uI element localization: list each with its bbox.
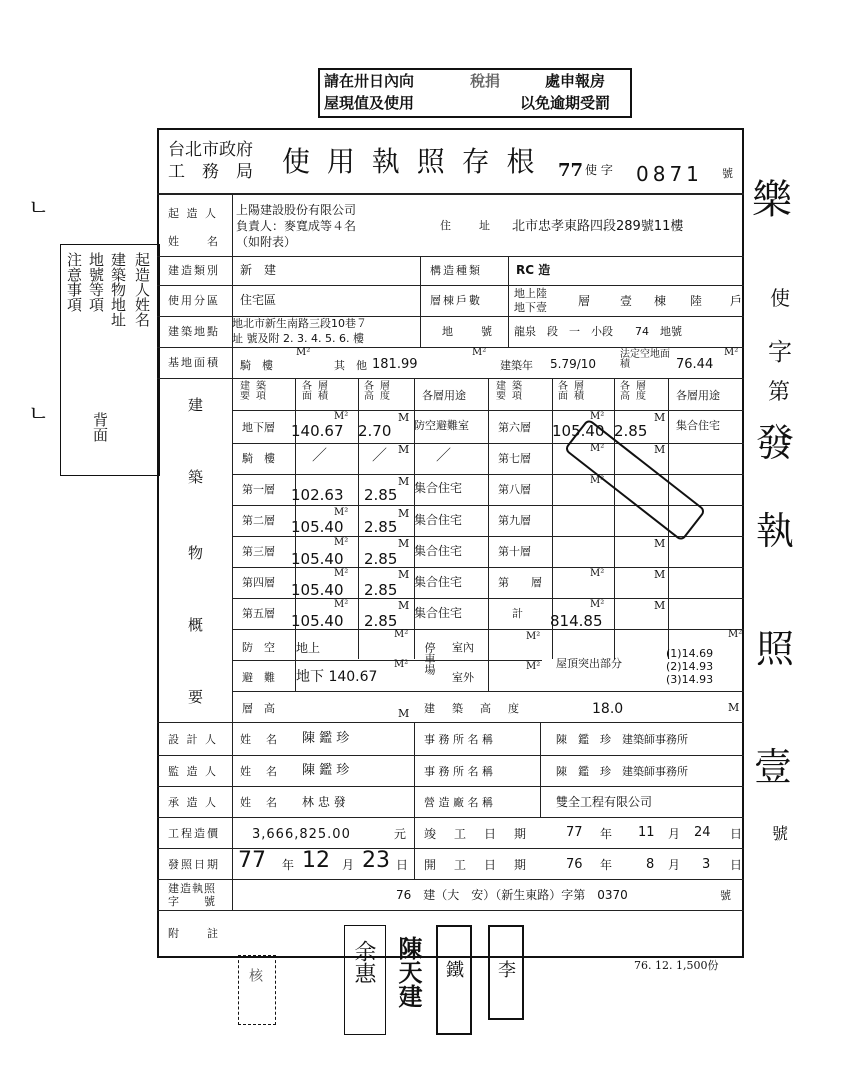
cost-unit: 元 <box>394 827 407 841</box>
floor-name: 第三層 <box>242 545 275 558</box>
floor-area: 140.67 <box>291 422 344 440</box>
designer-office: 陳 鑑 珍 建築師事務所 <box>556 733 688 746</box>
unit-m: M <box>398 568 410 581</box>
parking-label: 停車場 <box>423 642 436 675</box>
col-use-right: 各層用途 <box>676 389 720 402</box>
permit-value: 76 建（大 安）（新生東路）字第 0370 <box>396 888 628 902</box>
floor-height: 2.85 <box>364 581 398 599</box>
contractor-name-label: 姓 名 <box>240 796 279 809</box>
left-note-col4: 注意事項 <box>65 252 83 312</box>
unit-m2: M² <box>334 599 349 610</box>
applicant-address: 北市忠孝東路四段289號11樓 <box>512 219 684 234</box>
notice-line1b: 處申報房 <box>545 72 606 90</box>
site-area-m: M² <box>296 347 311 358</box>
arcade-label: 騎 樓 <box>240 359 273 372</box>
parking-inside: 室內 <box>452 641 474 654</box>
floor-height: 2.85 <box>364 550 398 568</box>
parking-outside: 室外 <box>452 671 474 684</box>
cost-label: 工程造價 <box>168 827 220 840</box>
roof-label: 屋頂突出部分 <box>556 657 622 670</box>
print-info: 76. 12. 1,500份 <box>634 959 719 972</box>
structure-label: 構造種類 <box>430 264 482 277</box>
issue-year: 77 <box>238 848 266 873</box>
lot-label: 地 號 <box>442 325 494 338</box>
applicant-line3: （如附表） <box>236 235 297 249</box>
evac-label: 避 難 <box>242 671 275 684</box>
permit-label1: 建造執照 <box>168 882 216 895</box>
floor-use: ／ <box>436 446 452 464</box>
done-month-unit: 月 <box>668 827 681 841</box>
unit-m2: M² <box>590 443 605 454</box>
col-height-right: 各層高度 <box>620 381 652 402</box>
seal-stamp-3 <box>436 925 472 1035</box>
legal-label: 法定空地面積 <box>620 349 670 370</box>
header-year: 77 <box>558 160 584 181</box>
permit-label2: 字 號 <box>168 895 216 908</box>
supervisor-name-label: 姓 名 <box>240 765 279 778</box>
stamp-text-5: 余惠 <box>351 940 376 984</box>
done-month: 11 <box>638 825 655 840</box>
margin-c3: 字 <box>768 338 792 366</box>
notice-line2b: 以免逾期受罰 <box>520 94 611 112</box>
applicant-label: 起 造 人 <box>168 207 218 220</box>
edge-mark: ㄴ <box>28 196 50 221</box>
lot-value: 龍泉 段 一 小段 74 地號 <box>514 325 682 338</box>
bld-height-m: M <box>728 701 740 714</box>
applicant-line2: 負責人：麥寬成等４名 <box>236 219 357 233</box>
unit-m2: M² <box>334 411 349 422</box>
seal-stamp-1 <box>238 955 276 1025</box>
designer-name-label: 姓 名 <box>240 733 279 746</box>
header-bureau: 工 務 局 <box>168 162 253 182</box>
floor-area: 105.40 <box>291 581 344 599</box>
floor-name: 第九層 <box>498 514 531 527</box>
floor-name: 第一層 <box>242 483 275 496</box>
issue-label: 發照日期 <box>168 858 220 871</box>
unit-m2: M² <box>590 411 605 422</box>
defense-label: 防 空 <box>242 641 275 654</box>
contractor-office-label: 營 造 廠 名 稱 <box>424 796 493 809</box>
unit-m2: M² <box>590 475 605 486</box>
floor-area: 105.40 <box>291 612 344 630</box>
applicant-line1: 上陽建設股份有限公司 <box>236 203 357 217</box>
applicant-name-label: 姓 名 <box>168 235 220 248</box>
floor-area: 105.40 <box>291 518 344 536</box>
issue-year-unit: 年 <box>282 858 295 872</box>
zoning-hu2: 戶 <box>730 294 743 308</box>
location-addr2: 址 號及附 2. 3. 4. 5. 6. 樓 <box>232 332 364 345</box>
build-year-label: 建築年 <box>500 359 533 372</box>
issue-day: 23 <box>362 848 390 873</box>
start-year-unit: 年 <box>600 858 613 872</box>
section-c5: 要 <box>188 688 204 706</box>
floor-height: 2.85 <box>364 518 398 536</box>
left-note-col1: 起造人姓名 <box>133 252 151 327</box>
zoning-hu: 陸 <box>690 294 703 308</box>
issue-month-unit: 月 <box>342 858 355 872</box>
other-value: 181.99 <box>372 357 418 372</box>
contractor-office: 雙全工程有限公司 <box>556 795 653 809</box>
floor-use: 集合住宅 <box>414 481 463 495</box>
floor-area: 102.63 <box>291 486 344 504</box>
unit-m: M <box>654 568 666 581</box>
parking-in-m2: M² <box>526 631 541 642</box>
stamp-text-4: 李 <box>495 960 516 978</box>
start-month: 8 <box>646 857 655 872</box>
unit-m: M <box>398 599 410 612</box>
bld-height-label: 建 築 高 度 <box>424 702 522 715</box>
unit-m2: M² <box>590 568 605 579</box>
margin-c8: 壹 <box>754 745 793 789</box>
unit-m2: M² <box>334 507 349 518</box>
floor-use: 集合住宅 <box>414 513 463 527</box>
defense-m2: M² <box>394 629 409 640</box>
section-c2: 築 <box>188 468 204 486</box>
margin-c2: 使 <box>770 286 790 310</box>
page-title: 使 用 執 照 存 根 <box>282 145 539 178</box>
header-type: 使 字 <box>585 163 613 177</box>
floor-height: ／ <box>372 446 388 464</box>
contractor-name: 林 忠 發 <box>302 795 346 809</box>
floor-area: ／ <box>312 446 328 464</box>
floor-name: 第六層 <box>498 421 531 434</box>
unit-m: M <box>654 443 666 456</box>
floor-use: 集合住宅 <box>414 606 463 620</box>
floor-height: 2.85 <box>364 612 398 630</box>
notice-line1: 請在卅日內向 <box>324 72 415 90</box>
left-note-back: 背面 <box>91 412 109 442</box>
defense-above: 地上 <box>296 641 321 655</box>
floor-height-label: 層 高 <box>242 702 275 715</box>
floor-name: 第二層 <box>242 514 275 527</box>
floor-name: 第五層 <box>242 607 275 620</box>
designer-office-label: 事 務 所 名 稱 <box>424 733 493 746</box>
stamp-text-2: 陳天建 <box>394 936 422 1008</box>
legal-m: M² <box>724 347 739 358</box>
done-date-label: 竣 工 日 期 <box>424 827 530 841</box>
parking-out-m2: M² <box>526 661 541 672</box>
designer-name: 陳 鑑 珍 <box>302 731 350 746</box>
location-label: 建築地點 <box>168 325 220 338</box>
unit-m: M <box>398 411 410 424</box>
notice-mid: 稅捐 <box>470 72 501 90</box>
floors-below: 地下壹 <box>514 301 547 314</box>
unit-m2: M² <box>334 568 349 579</box>
remarks-label: 附 註 <box>168 927 220 940</box>
margin-c1: 樂 <box>752 177 792 223</box>
unit-m: M <box>398 537 410 550</box>
other-m: M² <box>472 347 487 358</box>
floor-area: 814.85 <box>550 612 603 630</box>
supervisor-office: 陳 鑑 珍 建築師事務所 <box>556 765 688 778</box>
start-month-unit: 月 <box>668 858 681 872</box>
floors-label: 層棟戶數 <box>430 294 482 307</box>
done-year: 77 <box>566 825 583 840</box>
floor-height: 2.85 <box>614 422 648 440</box>
done-day-unit: 日 <box>730 827 743 841</box>
floor-name: 地下層 <box>242 421 275 434</box>
permit-suffix: 號 <box>720 889 731 902</box>
unit-m: M <box>398 475 410 488</box>
roof-1: (1)14.69 <box>666 647 714 660</box>
col-height-left: 各層高度 <box>364 381 396 402</box>
floor-height: 2.70 <box>358 422 392 440</box>
start-year: 76 <box>566 857 583 872</box>
bld-height-value: 18.0 <box>592 701 624 717</box>
floor-name: 第八層 <box>498 483 531 496</box>
notice-line2: 屋現值及使用 <box>324 94 415 112</box>
start-date-label: 開 工 日 期 <box>424 858 530 872</box>
issue-day-unit: 日 <box>396 858 409 872</box>
margin-c7: 照 <box>756 627 795 671</box>
header-city: 台北市政府 <box>168 140 253 160</box>
unit-m: M <box>654 537 666 550</box>
col-item-left: 建築要項 <box>240 381 272 402</box>
done-year-unit: 年 <box>600 827 613 841</box>
issue-month: 12 <box>302 848 330 873</box>
col-item-right: 建築要項 <box>496 381 528 402</box>
start-day: 3 <box>702 857 711 872</box>
margin-c5: 發 <box>756 421 795 465</box>
col-area-left: 各層面積 <box>302 381 334 402</box>
left-note-col3: 地號等項 <box>87 252 105 312</box>
floor-name: 騎 樓 <box>242 452 275 465</box>
section-c3: 物 <box>188 544 204 562</box>
header-number: 0871 <box>636 162 703 186</box>
build-year-value: 5.79/10 <box>550 357 597 371</box>
legal-value: 76.44 <box>676 357 714 372</box>
supervisor-label: 監 造 人 <box>168 765 218 778</box>
supervisor-name: 陳 鑑 珍 <box>302 763 350 778</box>
section-c1: 建 <box>188 396 204 414</box>
evac-m2: M² <box>394 659 409 670</box>
section-c4: 概 <box>188 616 204 634</box>
unit-m: M <box>398 443 410 456</box>
building-type-label: 建造類別 <box>168 264 220 277</box>
floor-name: 第十層 <box>498 545 531 558</box>
floor-use: 集合住宅 <box>414 575 463 589</box>
location-addr1: 地北市新生南路三段10巷７ <box>232 317 367 330</box>
floor-name: 第七層 <box>498 452 531 465</box>
floor-height-m: M <box>398 707 410 720</box>
col-area-right: 各層面積 <box>558 381 590 402</box>
designer-label: 設 計 人 <box>168 733 218 746</box>
floor-use: 防空避難室 <box>414 419 469 432</box>
floor-name: 第 層 <box>498 576 542 589</box>
header-suffix: 號 <box>722 167 733 180</box>
start-day-unit: 日 <box>730 858 743 872</box>
unit-m2: M² <box>590 599 605 610</box>
margin-c4: 第 <box>768 380 791 405</box>
roof-3: (3)14.93 <box>666 673 714 686</box>
margin-c9: 號 <box>772 824 789 843</box>
building-type-value: 新 建 <box>240 263 277 277</box>
zoning-value: 住宅區 <box>240 293 277 307</box>
zoning-dong2: 棟 <box>654 294 667 308</box>
roof-2: (2)14.93 <box>666 660 714 673</box>
left-note-col2: 建築物地址 <box>109 252 127 327</box>
edge-mark: ㄴ <box>28 402 50 427</box>
floors-above: 地上陸 <box>514 287 547 300</box>
floor-use: 集合住宅 <box>676 419 720 432</box>
supervisor-office-label: 事 務 所 名 稱 <box>424 765 493 778</box>
site-area-label: 基地面積 <box>168 356 220 369</box>
zoning-label: 使用分區 <box>168 294 220 307</box>
floor-height: 2.85 <box>364 486 398 504</box>
floor-area: 105.40 <box>291 550 344 568</box>
zoning-ceng: 層 <box>578 294 591 308</box>
stamp-text-1: 核 <box>247 968 263 982</box>
zoning-dong: 壹 <box>620 294 633 308</box>
done-day: 24 <box>694 825 711 840</box>
floor-use: 集合住宅 <box>414 544 463 558</box>
cost-value: 3,666,825.00 <box>252 827 351 842</box>
roof-m2: M² <box>728 629 743 640</box>
floor-area: 105.40 <box>552 422 605 440</box>
defense-below: 地下 140.67 <box>296 669 378 685</box>
structure-value: RC 造 <box>516 263 551 277</box>
address-label: 住 址 <box>440 219 492 232</box>
margin-c6: 執 <box>756 509 795 553</box>
unit-m: M <box>398 507 410 520</box>
contractor-label: 承 造 人 <box>168 796 218 809</box>
col-use-left: 各層用途 <box>422 389 466 402</box>
unit-m: M <box>654 411 666 424</box>
floor-name: 第四層 <box>242 576 275 589</box>
other-label: 其 他 <box>334 359 367 372</box>
stamp-text-3: 鐵 <box>443 960 464 978</box>
floor-name: 計 <box>512 607 523 620</box>
unit-m: M <box>654 599 666 612</box>
unit-m2: M² <box>334 537 349 548</box>
